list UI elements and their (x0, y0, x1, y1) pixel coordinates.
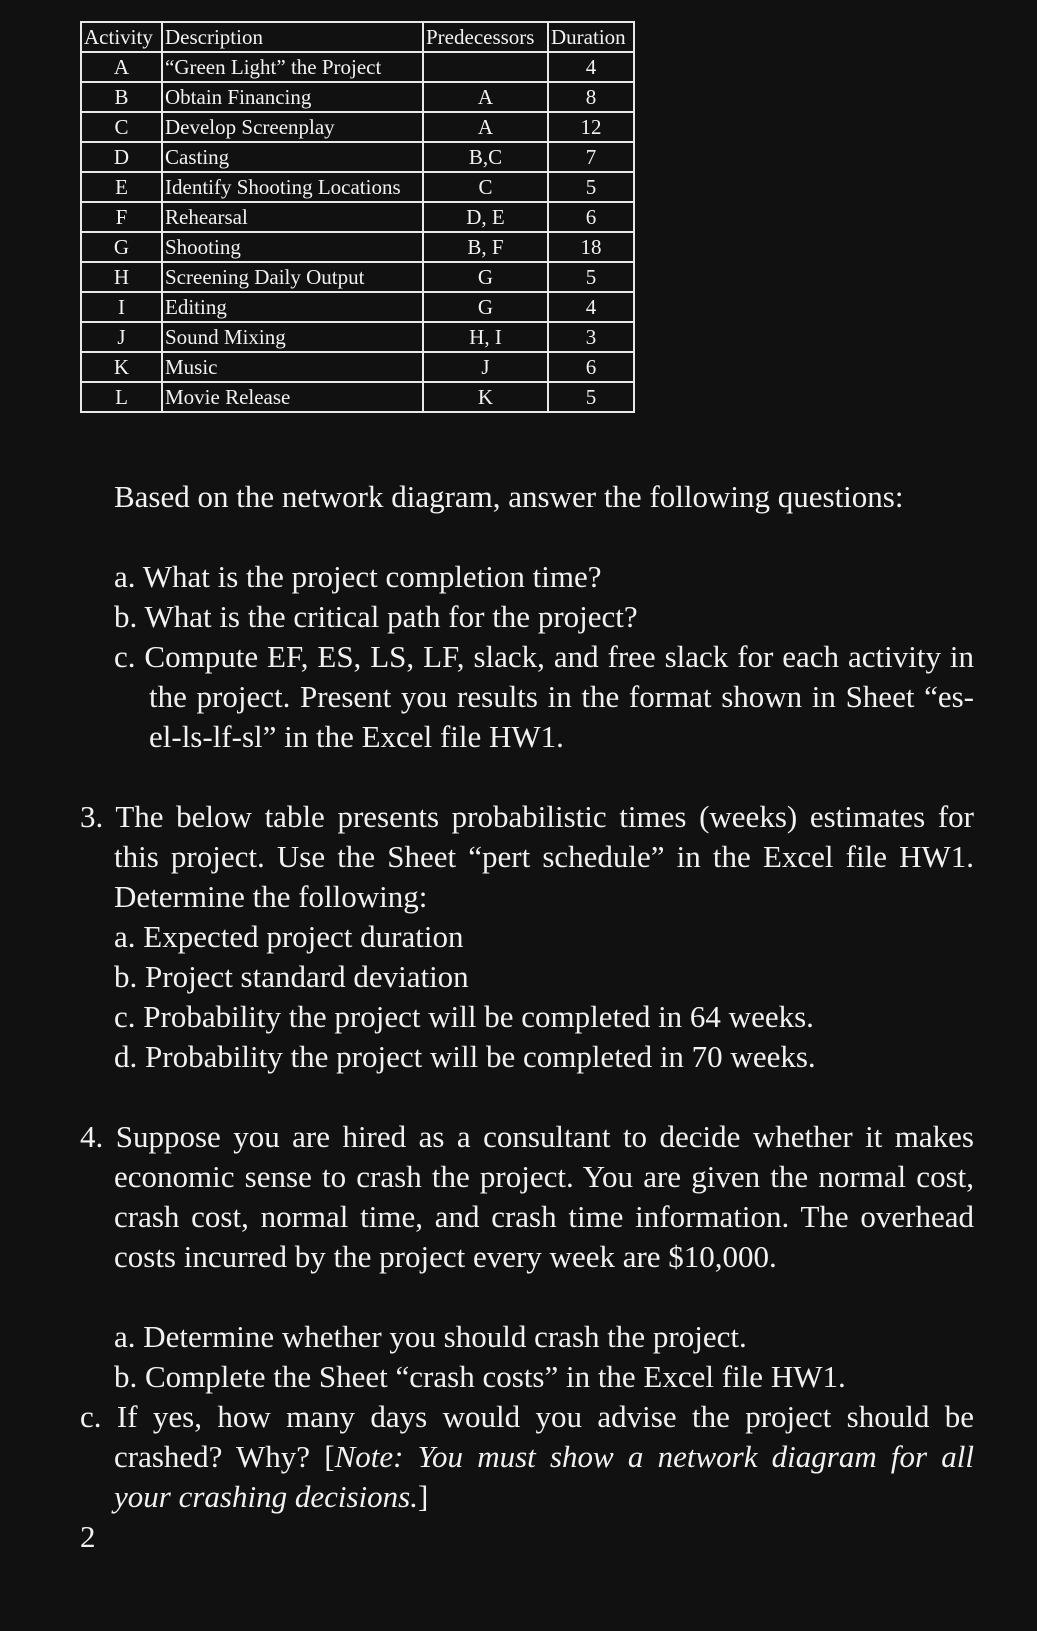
cell-predecessors (423, 52, 548, 82)
cell-activity: D (81, 142, 162, 172)
cell-activity: B (81, 82, 162, 112)
cell-description: Sound Mixing (162, 322, 423, 352)
cell-predecessors: B, F (423, 232, 548, 262)
q2-intro: Based on the network diagram, answer the following questions: (114, 479, 904, 514)
table-row (81, 112, 634, 142)
q3-intro: 3. The below table presents probabilistic times (weeks) estimates for this project. Use the Sheet “pert schedule” in the Excel file HW1. Determine the following: (80, 799, 974, 914)
cell-predecessors: A (423, 82, 548, 112)
header-predecessors: Predecessors (423, 22, 548, 52)
cell-predecessors: J (423, 352, 548, 382)
q3-item-a: a. Expected project duration (114, 919, 464, 954)
cell-description: “Green Light” the Project (162, 52, 423, 82)
cell-description: Movie Release (162, 382, 423, 412)
q2-item-c: c. Compute EF, ES, LS, LF, slack, and free slack for each activity in the project. Present you results in the format shown in Sheet “es-el-ls-lf-sl” in the Excel file HW1. (114, 639, 974, 754)
cell-activity: C (81, 112, 162, 142)
cell-predecessors: H, I (423, 322, 548, 352)
cell-description: Develop Screenplay (162, 112, 423, 142)
cell-predecessors: A (423, 112, 548, 142)
cell-predecessors: K (423, 382, 548, 412)
cell-activity: G (81, 232, 162, 262)
cell-duration: 4 (548, 52, 634, 82)
table-row (81, 322, 634, 352)
q3-item-d: d. Probability the project will be completed in 70 weeks. (114, 1039, 816, 1074)
cell-predecessors: G (423, 292, 548, 322)
cell-activity: A (81, 52, 162, 82)
cell-duration: 6 (548, 352, 634, 382)
cell-duration: 5 (548, 382, 634, 412)
cell-duration: 6 (548, 202, 634, 232)
cell-activity: H (81, 262, 162, 292)
table-row (81, 52, 634, 82)
cell-duration: 18 (548, 232, 634, 262)
q4-item-b: b. Complete the Sheet “crash costs” in the Excel file HW1. (114, 1359, 846, 1394)
cell-activity: F (81, 202, 162, 232)
cell-predecessors: D, E (423, 202, 548, 232)
cell-duration: 3 (548, 322, 634, 352)
cell-description: Casting (162, 142, 423, 172)
table-row (81, 202, 634, 232)
header-activity: Activity (81, 22, 162, 52)
page-number: 2 (80, 1519, 96, 1554)
q3-item-b: b. Project standard deviation (114, 959, 469, 994)
cell-duration: 5 (548, 262, 634, 292)
q4-intro: 4. Suppose you are hired as a consultant to decide whether it makes economic sense to crash the project. You are given the normal cost, crash cost, normal time, and crash time information. The overhead costs incurred by the project every week are $10,000. (80, 1119, 974, 1274)
cell-description: Screening Daily Output (162, 262, 423, 292)
activity-table (80, 21, 635, 413)
table-row (81, 232, 634, 262)
header-duration: Duration (548, 22, 634, 52)
cell-description: Obtain Financing (162, 82, 423, 112)
table-row (81, 382, 634, 412)
table-row (81, 352, 634, 382)
q4-item-a: a. Determine whether you should crash the project. (114, 1319, 747, 1354)
table-header-row (81, 22, 634, 52)
cell-activity: I (81, 292, 162, 322)
cell-description: Identify Shooting Locations (162, 172, 423, 202)
cell-duration: 8 (548, 82, 634, 112)
cell-duration: 4 (548, 292, 634, 322)
q2-item-a: a. What is the project completion time? (114, 559, 602, 594)
cell-predecessors: G (423, 262, 548, 292)
q4-item-c (80, 1397, 974, 1517)
cell-duration: 5 (548, 172, 634, 202)
table-row (81, 262, 634, 292)
cell-description: Shooting (162, 232, 423, 262)
cell-activity: L (81, 382, 162, 412)
table-row (81, 172, 634, 202)
q3-item-c: c. Probability the project will be completed in 64 weeks. (114, 999, 814, 1034)
cell-duration: 7 (548, 142, 634, 172)
cell-predecessors: C (423, 172, 548, 202)
cell-description: Music (162, 352, 423, 382)
q4-item-c-note: Note: You must show a network diagram for all your crashing decisions. (114, 1439, 974, 1514)
table-row (81, 292, 634, 322)
table-row (81, 82, 634, 112)
cell-activity: J (81, 322, 162, 352)
cell-description: Editing (162, 292, 423, 322)
q4-item-c-text: c. If yes, how many days would you advise the project should be crashed? Why? [ (80, 1399, 974, 1474)
cell-predecessors: B,C (423, 142, 548, 172)
q2-item-b: b. What is the critical path for the project? (114, 599, 638, 634)
cell-duration: 12 (548, 112, 634, 142)
cell-description: Rehearsal (162, 202, 423, 232)
cell-activity: E (81, 172, 162, 202)
header-description: Description (162, 22, 423, 52)
q4-item-c-end: ] (417, 1479, 429, 1514)
table-row (81, 142, 634, 172)
cell-activity: K (81, 352, 162, 382)
